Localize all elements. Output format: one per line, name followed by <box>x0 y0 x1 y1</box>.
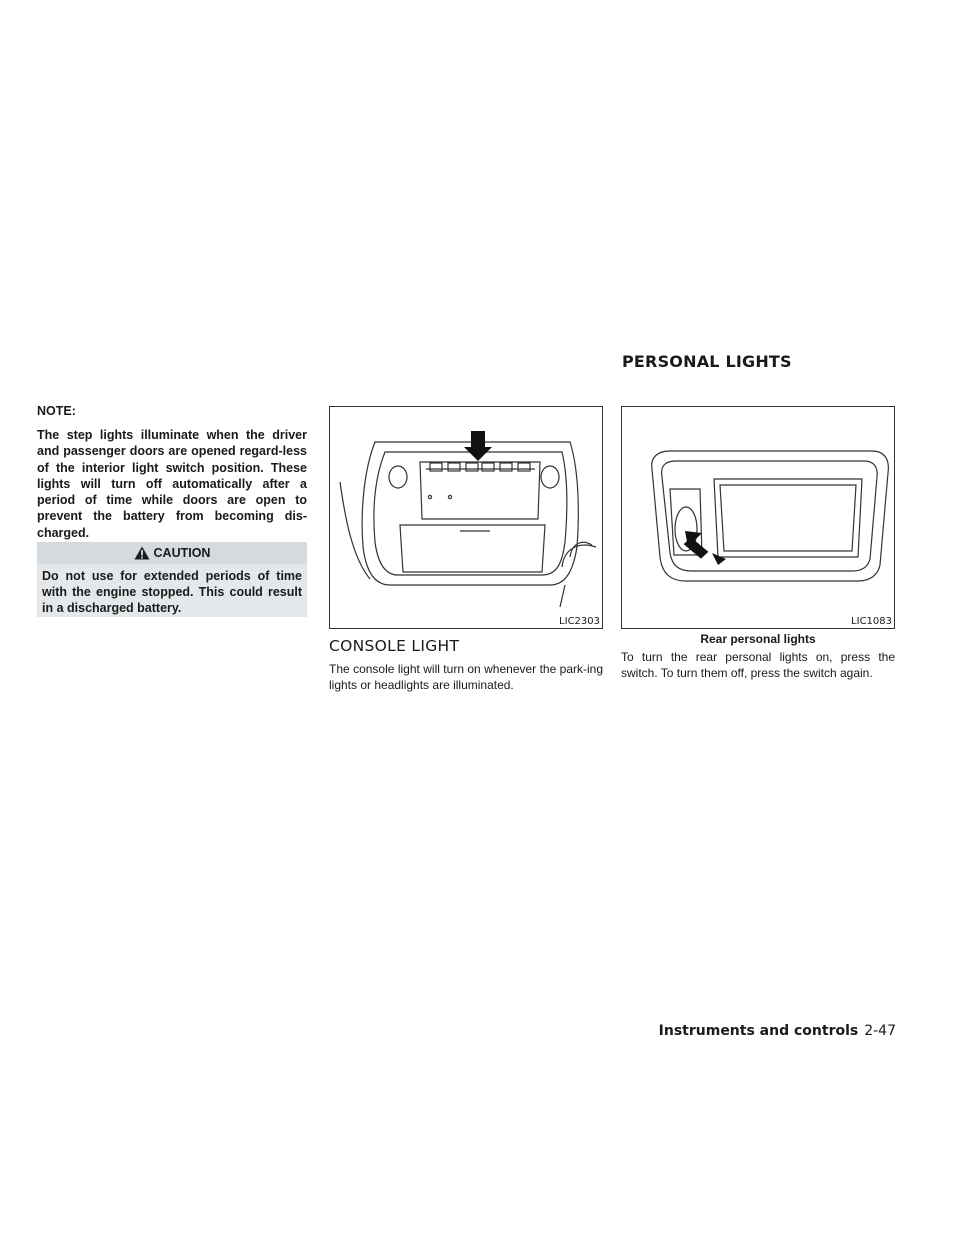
rear-personal-lights-illustration <box>622 407 894 628</box>
figure-code: LIC1083 <box>851 616 892 627</box>
footer-chapter: Instruments and controls <box>658 1023 859 1039</box>
warning-triangle-icon <box>134 546 150 560</box>
console-light-illustration <box>330 407 602 628</box>
figure-code: LIC2303 <box>559 616 600 627</box>
caution-header <box>37 542 307 564</box>
rear-personal-lights-text: To turn the rear personal lights on, press the switch. To turn them off, press the switch again. <box>621 650 895 680</box>
section-title: PERSONAL LIGHTS <box>622 352 792 371</box>
page-number: 2-47 <box>864 1023 896 1039</box>
console-light-text: The console light will turn on whenever the park-ing lights or headlights are illuminated. <box>329 662 603 692</box>
figure-caption: Rear personal lights <box>700 632 816 646</box>
caution-text: Do not use for extended periods of time with the engine stopped. This could result in a discharged battery. <box>37 564 307 617</box>
caution-title: CAUTION <box>153 546 211 560</box>
rear-personal-lights-figure <box>621 406 895 629</box>
console-light-heading: CONSOLE LIGHT <box>329 637 460 655</box>
console-light-figure <box>329 406 603 629</box>
note-text: The step lights illuminate when the driver and passenger doors are opened regard-less of the interior light switch position. These lights will turn off automatically after a period of time while doors are open to prevent the battery from becoming dis-charged. <box>37 428 307 540</box>
note-label: NOTE: <box>37 404 76 418</box>
page-footer <box>600 1023 896 1039</box>
